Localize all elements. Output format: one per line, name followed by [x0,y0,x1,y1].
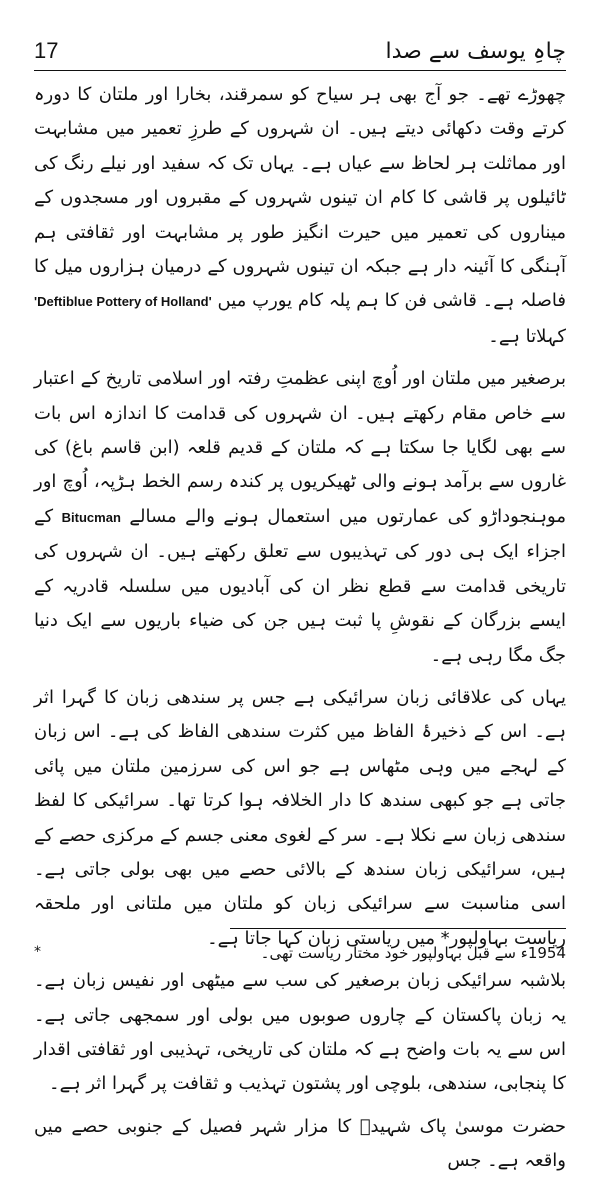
paragraph-1-text: چھوڑے تھے۔ جو آج بھی ہر سیاح کو سمرقند، بخارا اور ملتان کا دورہ کرتے وقت دکھائی دیتے ہیں۔ ان شہروں کے طرزِ تعمیر میں مشابہت اور مماثلت ہر لحاظ سے عیاں ہے۔ یہاں تک کہ سفید اور نیلے رنگ کی ٹائیلوں پر قاشی کا کام ان تینوں شہروں کے مقبروں اور مسجدوں کے میناروں کی تعمیر میں حیرت انگیز طور پر مشابہت اور ثقافتی ہم آہنگی کا آئینہ دار ہے جبکہ ان تینوں شہروں کے درمیان ہزاروں میل کا فاصلہ ہے۔ قاشی فن کا ہم پلہ کام یورپ میں [34,84,567,312]
body-text [34,78,566,1187]
footnote-mark: * [34,944,41,960]
footnote [34,944,566,962]
paragraph-2-english: Bitucman [61,509,121,525]
paragraph-1-tail: کہلاتا ہے۔ [488,325,566,347]
paragraph-4 [34,964,566,1102]
footnote-rule [230,928,566,929]
footnote-text: 1954ء سے قبل بہاولپور خود مختار ریاست تھی۔ [260,944,566,962]
page-header [34,34,566,68]
header-rule [34,70,566,71]
paragraph-1 [34,78,566,354]
running-title: چاہِ یوسف سے صدا [385,38,566,64]
paragraph-5-text: حضرت موسیٰ پاک شہیدؒ کا مزار شہر فصیل کے جنوبی حصے میں واقعہ ہے۔ جس [34,1115,566,1172]
paragraph-2-tail: کے اجزاء ایک ہی دور کی تہذیبوں سے تعلق رکھتے ہیں۔ ان شہروں کی تاریخی قدامت سے قطع نظر ان کی آبادیوں میں سلسلہ قادریہ کے ایسے بزرگان کے نقوشِ پا ثبت ہیں جن کی ضیاء باریوں سے ایک دنیا جگ مگا رہی ہے۔ [34,505,566,666]
paragraph-1-english: 'Deftiblue Pottery of Holland' [34,294,212,310]
paragraph-3 [34,681,566,956]
paragraph-4-text: بلاشبہ سرائیکی زبان برصغیر کی سب سے میٹھی اور نفیس زبان ہے۔ یہ زبان پاکستان کے چاروں صوبوں میں بولی اور سمجھی جاتی ہے۔ اس سے یہ بات واضح ہے کہ ملتان کی تاریخی، تہذیبی اور ثقافتی اقدار کا پنجابی، سندھی، بلوچی اور پشتون تہذیب و ثقافت پر گہرا اثر ہے۔ [34,970,566,1095]
paragraph-2 [34,362,566,673]
paragraph-3-text: یہاں کی علاقائی زبان سرائیکی ہے جس پر سندھی زبان کا گہرا اثر ہے۔ اس کے ذخیرۂ الفاظ میں کثرت سندھی الفاظ کی ہے۔ اس زبان کے لہجے میں وہی مٹھاس ہے جو اس کی سرزمین ملتان میں پائی جاتی ہے جو کبھی سندھ کا دار الخلافہ ہوا کرتا تھا۔ سرائیکی کا لفظ سندھی زبان سے نکلا ہے۔ سر کے لغوی معنی جسم کے مرکزی حصے کے ہیں، سرائیکی زبان سندھ کے بالائی حصے میں بھی بولی جاتی ہے۔ اسی مناسبت سے سرائیکی زبان کو ملتان میں ملتانی اور ملحقہ ریاست بہاولپور* میں ریاستی زبان کہا جاتا ہے۔ [34,686,566,949]
page-number: 17 [34,38,59,63]
paragraph-5 [34,1110,566,1179]
paragraph-2-text: برصغیر میں ملتان اور اُوچ اپنی عظمتِ رفتہ اور اسلامی تاریخ کے اعتبار سے خاص مقام رکھتے ہیں۔ ان شہروں کی قدامت کا اندازہ اس بات سے بھی لگایا جا سکتا ہے کہ ملتان کے قدیم قلعہ (ابن قاسم باغ) کی غاروں سے برآمد ہونے والی ٹھیکریوں پر کندہ رسم الخط ہڑپہ، اُوچ اور موہنجوداڑو کی عمارتوں میں استعمال ہونے والے مسالے [34,368,566,527]
